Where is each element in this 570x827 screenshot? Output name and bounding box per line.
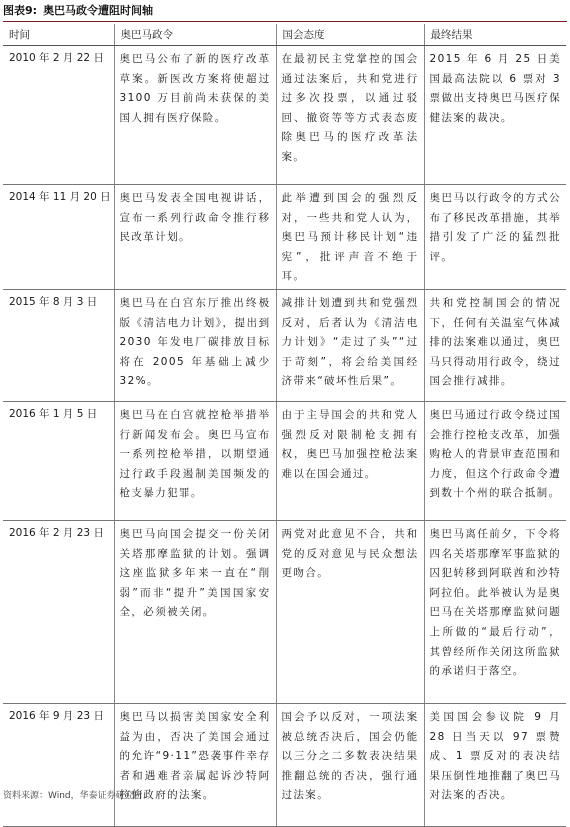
cell-congress: 国会予以反对，一项法案被总统否决后，国会仍能以三分之二多数表决结果推翻总统的否决，强行通过法案。: [276, 703, 424, 826]
cell-result: 美国国会参议院 9 月 28 日当天以 97 票赞成、1 票反对的表决结果压倒性地推翻了奥巴马对法案的否决。: [424, 703, 566, 826]
cell-policy: 奥巴马在白宫就控枪举措举行新闻发布会。奥巴马宣布一系列控枪举措，以期望通过行政手段遏制美国频发的枪支暴力犯罪。: [114, 401, 276, 520]
cell-congress: 减排计划遭到共和党强烈反对，后者认为《清洁电力计划》“走过了头”“过于苛刻”，将会给美国经济带来“破坏性后果”。: [276, 289, 424, 401]
cell-result: 奥巴马通过行政令绕过国会推行控枪支改革，加强购枪人的背景审查范围和力度，但这个行政命令遭到数十个州的联合抵制。: [424, 401, 566, 520]
cell-date: 2016 年 9 月 23 日: [3, 703, 114, 826]
cell-date: 2015 年 8 月 3 日: [3, 289, 114, 401]
cell-policy: 奥巴马向国会提交一份关闭关塔那摩监狱的计划。强调这座监狱多年来一直在“削弱”而非“提升”美国国家安全，必须被关闭。: [114, 520, 276, 703]
figure-number: 图表9:: [3, 4, 38, 17]
cell-congress: 在最初民主党掌控的国会通过法案后，共和党进行过多次投票，以通过驳回、撤资等等方式表态废除奥巴马的医疗改革法案。: [276, 46, 424, 185]
cell-date: 2016 年 1 月 5 日: [3, 401, 114, 520]
table-row: [3, 520, 566, 703]
cell-policy: 奥巴马发表全国电视讲话，宣布一系列行政命令推行移民改革计划。: [114, 185, 276, 290]
table-row: [3, 289, 566, 401]
table-row: [3, 46, 566, 185]
column-header-policy: 奥巴马政令: [114, 24, 276, 46]
cell-result: 奥巴马以行政令的方式公布了移民改革措施，其举措引发了广泛的猛烈批评。: [424, 185, 566, 290]
table-row: [3, 185, 566, 290]
column-header-date: 时间: [3, 24, 114, 46]
column-header-result: 最终结果: [424, 24, 566, 46]
cell-date: 2014 年 11 月 20 日: [3, 185, 114, 290]
cell-policy: 奥巴马公布了新的医疗改革草案。新医改方案将使超过 3100 万目前尚未获保的美国人拥有医疗保险。: [114, 46, 276, 185]
timeline-table: [3, 24, 566, 827]
cell-congress: 此举遭到国会的强烈反对，一些共和党人认为，奥巴马预计移民计划“违宪”，批评声音不绝于耳。: [276, 185, 424, 290]
cell-congress: 由于主导国会的共和党人强烈反对限制枪支拥有权，奥巴马加强控枪法案难以在国会通过。: [276, 401, 424, 520]
cell-result: 奥巴马离任前夕，下令将四名关塔那摩军事监狱的囚犯转移到阿联酋和沙特阿拉伯。此举被认为是奥巴马在关塔那摩监狱问题上所做的“最后行动”，其曾经所作关闭这所监狱的承诺归于落空。: [424, 520, 566, 703]
source-note: 资料来源：Wind，华泰证券研究所: [3, 791, 143, 801]
cell-result: 共和党控制国会的情况下，任何有关温室气体减排的法案难以通过，奥巴马只得动用行政令，绕过国会推行减排。: [424, 289, 566, 401]
table-row: [3, 703, 566, 826]
column-header-congress: 国会态度: [276, 24, 424, 46]
figure-title-text: 奥巴马政令遭阻时间轴: [43, 4, 154, 17]
cell-date: 2016 年 2 月 23 日: [3, 520, 114, 703]
cell-date: 2010 年 2 月 22 日: [3, 46, 114, 185]
cell-congress: 两党对此意见不合，共和党的反对意见与民众想法更吻合。: [276, 520, 424, 703]
table-header-row: [3, 24, 566, 46]
cell-policy: 奥巴马在白宫东厅推出终极版《清洁电力计划》，提出到 2030 年发电厂碳排放目标将在 2005 年基础上减少 32%。: [114, 289, 276, 401]
cell-result: 2015 年 6 月 25 日美国最高法院以 6 票对 3 票做出支持奥巴马医疗保健法案的裁决。: [424, 46, 566, 185]
table-row: [3, 401, 566, 520]
cell-policy: 奥巴马以损害美国家安全利益为由，否决了美国会通过的允许“9·11”恐袭事件幸存者和遇难者亲属起诉沙特阿拉伯政府的法案。: [114, 703, 276, 826]
figure-title: [3, 2, 567, 22]
